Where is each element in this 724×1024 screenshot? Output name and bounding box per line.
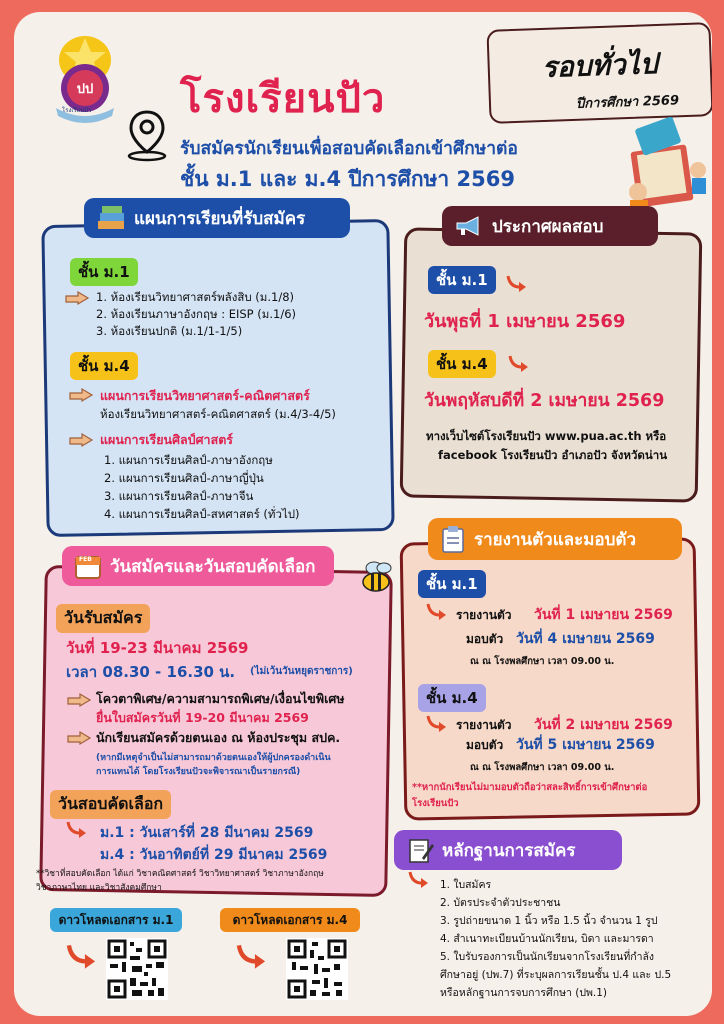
subtitle-line-1: รับสมัครนักเรียนเพื่อสอบคัดเลือกเข้าศึกษาต่อ: [180, 139, 518, 159]
round-title: รอบทั่วไป: [541, 46, 659, 85]
plans-m4-arts-title: แผนการเรียนศิลป์ศาสตร์: [100, 432, 234, 447]
results-m4-tag: ชั้น ม.4: [428, 350, 496, 378]
curved-arrow-icon: [508, 354, 530, 374]
school-name: โรงเรียนปัว: [180, 76, 386, 122]
location-pin-icon: [124, 108, 170, 164]
pointing-hand-icon: [64, 290, 90, 308]
evidence-heading: [394, 830, 622, 870]
plans-m4-arts-item-3: 3. แผนการเรียนศิลป์-ภาษาจีน: [104, 489, 254, 503]
logo-ribbon-text: โรงเรียนปัว: [62, 107, 92, 114]
self-apply-note-2: การแทนได้ โดยโรงเรียนปัวจะพิจารณาเป็นรายกรณี): [96, 767, 301, 777]
apply-heading-text: วันสมัครและวันสอบคัดเลือก: [110, 556, 316, 577]
megaphone-icon: [454, 214, 484, 238]
qr-code-m4[interactable]: [286, 938, 348, 1000]
curved-arrow-icon: [66, 820, 88, 840]
plans-m4-sci-title: แผนการเรียนวิทยาศาสตร์-คณิตศาสตร์: [100, 388, 310, 403]
report-m1-report-label: รายงานตัว: [456, 608, 512, 622]
books-illustration-icon: [614, 112, 712, 212]
report-m4-report-label: รายงานตัว: [456, 718, 512, 732]
svg-text:ปป: ปป: [76, 82, 94, 97]
round-card: [486, 22, 712, 124]
exam-m1: ม.1 : วันเสาร์ที่ 28 มีนาคม 2569: [100, 825, 314, 841]
curved-arrow-icon: [408, 870, 430, 890]
pointing-hand-icon: [68, 432, 94, 450]
report-m4-place: ณ ณ โรงพลศึกษา เวลา 09.00 น.: [470, 762, 615, 773]
results-heading-text: ประกาศผลสอบ: [492, 216, 604, 237]
plans-m1-tag: ชั้น ม.1: [70, 258, 138, 286]
plans-heading-text: แผนการเรียนที่รับสมัคร: [134, 208, 306, 229]
quota-date: ยื่นใบสมัครวันที่ 19-20 มีนาคม 2569: [96, 710, 309, 725]
report-warning-1: **หากนักเรียนไม่มามอบตัวถือว่าสละสิทธิ์การเข้าศึกษาต่อ: [412, 782, 648, 793]
calendar-label: FEB: [79, 556, 92, 563]
clipboard-icon: [440, 525, 466, 553]
plans-m4-sci-detail: ห้องเรียนวิทยาศาสตร์-คณิตศาสตร์ (ม.4/3-4/5): [100, 407, 336, 421]
evidence-heading-text: หลักฐานการสมัคร: [442, 840, 576, 861]
evidence-item-6: ศึกษาอยู่ (ปพ.7) ที่ระบุผลการเรียนชั้น ป.4 และ ป.5: [440, 969, 672, 981]
results-heading: [442, 206, 658, 246]
exam-note-2: วิชาภาษาไทย และวิชาสังคมศึกษา: [36, 883, 162, 893]
plans-m4-arts-item-4: 4. แผนการเรียนศิลป์-สหศาสตร์ (ทั่วไป): [104, 507, 300, 521]
self-apply-note-1: (หากมีเหตุจำเป็นไม่สามารถมาด้วยตนเองให้ผู้ปกครองดำเนิน: [96, 753, 331, 763]
plans-m1-item-1: 1. ห้องเรียนวิทยาศาสตร์พลังสิบ (ม.1/8): [96, 290, 295, 304]
apply-time-note: (ไม่เว้นวันหยุดราชการ): [250, 666, 353, 677]
report-m1-place: ณ ณ โรงพลศึกษา เวลา 09.00 น.: [470, 656, 615, 667]
report-warning-2: โรงเรียนปัว: [412, 798, 459, 809]
plans-m1-item-3: 3. ห้องเรียนปกติ (ม.1/1-1/5): [96, 324, 243, 338]
subtitle-line-2: ชั้น ม.1 และ ม.4 ปีการศึกษา 2569: [180, 167, 515, 191]
report-m1-enroll-date: วันที่ 4 เมษายน 2569: [516, 631, 655, 647]
bee-icon: [358, 560, 394, 594]
report-heading: [428, 518, 682, 560]
report-heading-text: รายงานตัวและมอบตัว: [474, 529, 636, 550]
curved-arrow-icon: [66, 942, 98, 972]
exam-m4: ม.4 : วันอาทิตย์ที่ 29 มีนาคม 2569: [100, 847, 328, 863]
evidence-item-1: 1. ใบสมัคร: [440, 879, 492, 891]
report-m4-enroll-label: มอบตัว: [466, 738, 504, 752]
pointing-hand-icon: [68, 387, 94, 405]
report-m1-report-date: วันที่ 1 เมษายน 2569: [534, 607, 673, 623]
plans-m1-item-2: 2. ห้องเรียนภาษาอังกฤษ : EISP (ม.1/6): [96, 307, 296, 321]
apply-date-tag: วันรับสมัคร: [56, 604, 150, 633]
plans-heading: [84, 198, 350, 238]
curved-arrow-icon: [426, 714, 448, 734]
apply-time: เวลา 08.30 - 16.30 น.: [66, 663, 236, 681]
pointing-hand-icon: [66, 692, 92, 710]
results-m1-tag: ชั้น ม.1: [428, 266, 496, 294]
pointing-hand-icon: [66, 730, 92, 748]
report-m1-tag: ชั้น ม.1: [418, 570, 486, 598]
evidence-item-2: 2. บัตรประจำตัวประชาชน: [440, 897, 561, 909]
report-m4-enroll-date: วันที่ 5 เมษายน 2569: [516, 737, 655, 753]
curved-arrow-icon: [426, 602, 448, 622]
apply-date: วันที่ 19-23 มีนาคม 2569: [66, 639, 249, 657]
plans-m4-arts-item-1: 1. แผนการเรียนศิลป์-ภาษาอังกฤษ: [104, 453, 273, 467]
report-m4-report-date: วันที่ 2 เมษายน 2569: [534, 717, 673, 733]
books-icon: [96, 205, 126, 231]
results-note-line-2: facebook โรงเรียนปัว อำเภอปัว จังหวัดน่าน: [438, 448, 668, 462]
report-m4-tag: ชั้น ม.4: [418, 684, 486, 712]
exam-date-tag: วันสอบคัดเลือก: [50, 790, 171, 819]
evidence-item-3: 3. รูปถ่ายขนาด 1 นิ้ว หรือ 1.5 นิ้ว จำนวน 1 รูป: [440, 915, 658, 927]
evidence-item-5: 5. ใบรับรองการเป็นนักเรียนจากโรงเรียนที่กำลัง: [440, 951, 655, 963]
download-m1-button[interactable]: ดาวโหลดเอกสาร ม.1: [50, 908, 182, 932]
plans-m4-arts-item-2: 2. แผนการเรียนศิลป์-ภาษาญี่ปุ่น: [104, 471, 264, 485]
download-m4-button[interactable]: ดาวโหลดเอกสาร ม.4: [220, 908, 360, 932]
curved-arrow-icon: [236, 942, 268, 972]
plans-m4-tag: ชั้น ม.4: [70, 352, 138, 380]
poster: [14, 12, 712, 1016]
curved-arrow-icon: [506, 274, 528, 294]
results-m4-date: วันพฤหัสบดีที่ 2 เมษายน 2569: [424, 391, 665, 411]
self-apply-title: นักเรียนสมัครด้วยตนเอง ณ ห้องประชุม สปค.: [96, 730, 341, 745]
results-m1-date: วันพุธที่ 1 เมษายน 2569: [424, 311, 626, 332]
exam-note-1: **วิชาที่สอบคัดเลือก ได้แก่ วิชาคณิตศาสตร์ วิชาวิทยาศาสตร์ วิชาภาษาอังกฤษ: [36, 869, 324, 879]
round-year: ปีการศึกษา 2569: [575, 93, 680, 112]
results-note-line-1: ทางเว็บไซต์โรงเรียนปัว www.pua.ac.th หรือ: [426, 429, 667, 443]
document-pen-icon: [406, 836, 434, 864]
apply-heading: [62, 546, 334, 586]
evidence-item-7: หรือหลักฐานการจบการศึกษา (ปพ.1): [440, 987, 608, 999]
evidence-item-4: 4. สำเนาทะเบียนบ้านนักเรียน, บิดา และมารดา: [440, 933, 654, 945]
report-m1-enroll-label: มอบตัว: [466, 632, 504, 646]
qr-code-m1[interactable]: [106, 938, 168, 1000]
quota-title: โควตาพิเศษ/ความสามารถพิเศษ/เงื่อนไขพิเศษ: [96, 691, 345, 706]
